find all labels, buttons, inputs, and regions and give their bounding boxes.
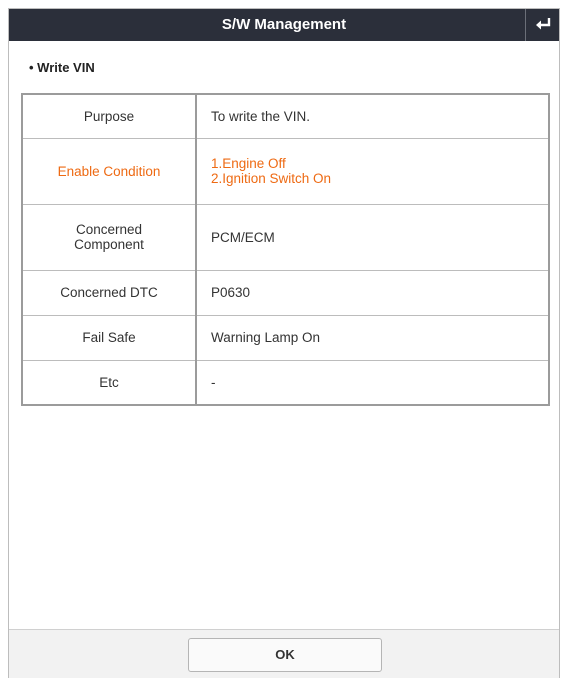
value-line: P0630: [211, 285, 251, 300]
row-key: Etc: [22, 360, 196, 405]
key-line: Concerned: [75, 222, 143, 237]
row-value: [196, 94, 549, 138]
value-line: To write the VIN.: [211, 108, 311, 124]
window-title: S/W Management: [221, 16, 347, 33]
ok-button[interactable]: OK: [188, 638, 382, 672]
table-row: [22, 138, 549, 204]
section-title: • Write VIN: [29, 60, 95, 75]
row-value: [196, 315, 549, 360]
table-row: [22, 94, 549, 138]
value-line: -: [211, 374, 216, 390]
row-value: [196, 204, 549, 270]
table-row: [22, 270, 549, 315]
row-value: [196, 270, 549, 315]
row-key: Concerned DTC: [22, 270, 196, 315]
row-key: Enable Condition: [22, 138, 196, 204]
dialog-footer: [9, 629, 559, 678]
table-row: [22, 315, 549, 360]
table-row: [22, 360, 549, 405]
row-value: [196, 138, 549, 204]
key-line: Component: [74, 237, 144, 252]
value-line: 2.Ignition Switch On: [211, 171, 332, 186]
info-table: [21, 93, 550, 406]
return-arrow-icon: [534, 16, 552, 34]
row-key: Fail Safe: [22, 315, 196, 360]
row-key: Purpose: [22, 94, 196, 138]
row-value: [196, 360, 549, 405]
value-line: Warning Lamp On: [211, 330, 321, 345]
title-bar: [9, 9, 559, 41]
row-key: [22, 204, 196, 270]
back-button[interactable]: [525, 9, 559, 41]
value-line: PCM/ECM: [211, 229, 275, 245]
sw-management-dialog: [8, 8, 560, 678]
table-row: [22, 204, 549, 270]
value-line: 1.Engine Off: [211, 156, 286, 171]
